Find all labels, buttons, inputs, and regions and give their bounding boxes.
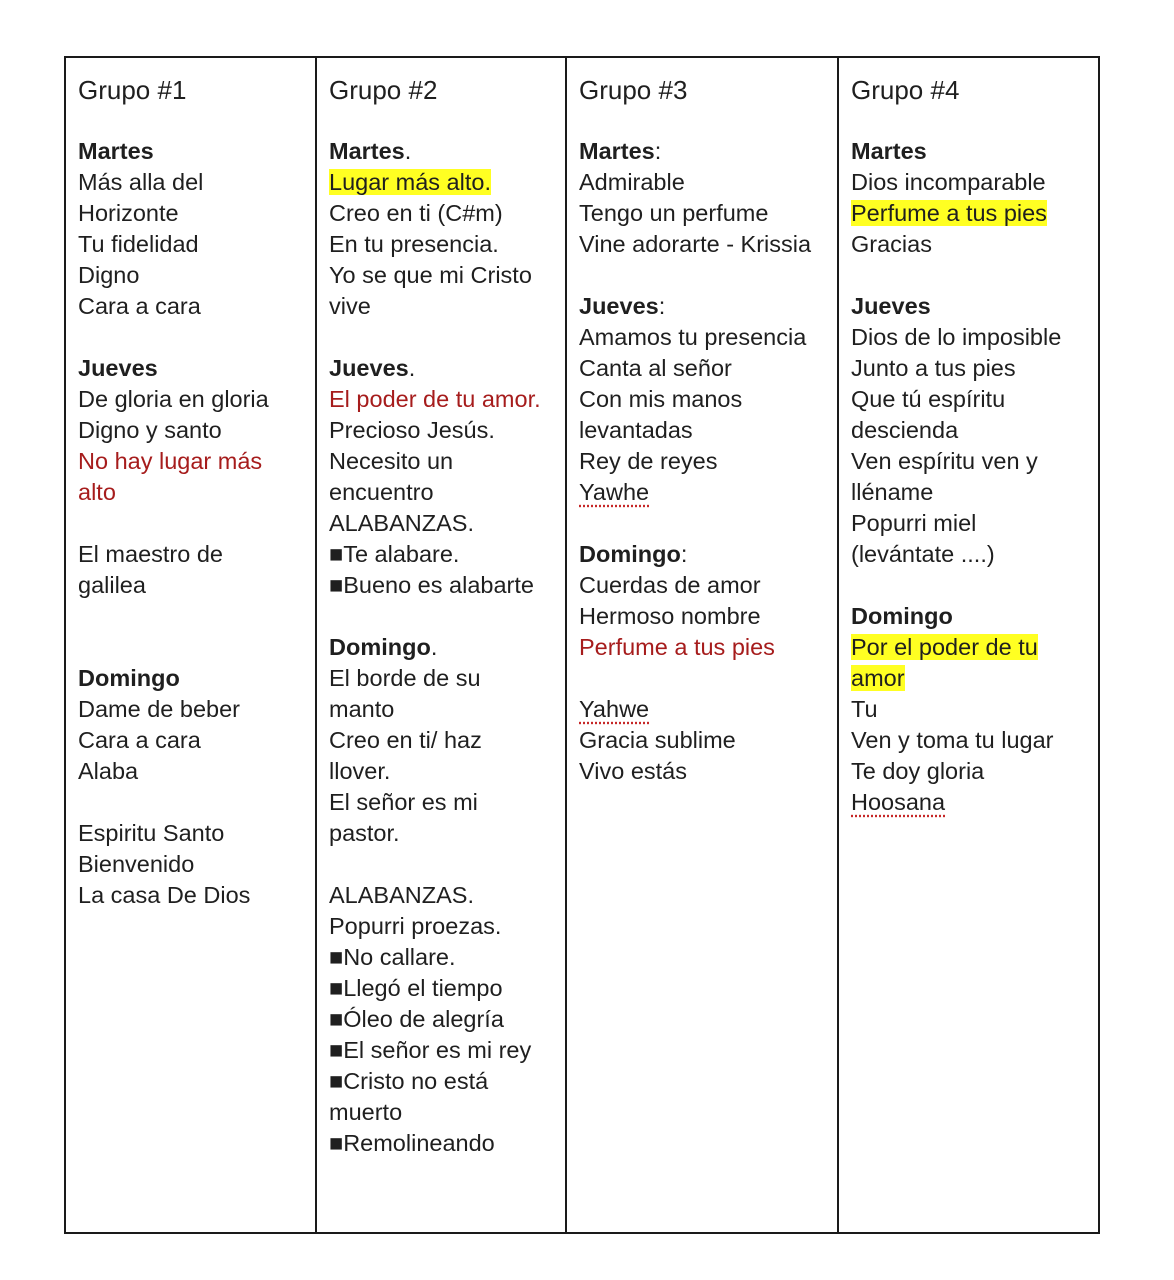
song-title: Creo en ti (C#m) <box>329 200 503 226</box>
song-item <box>579 167 829 198</box>
song-item <box>78 384 307 415</box>
song-item <box>329 291 557 322</box>
group-title: Grupo #3 <box>579 75 688 105</box>
song-item <box>78 229 307 260</box>
spacer <box>579 663 829 694</box>
song-item <box>579 694 829 725</box>
day-heading <box>329 136 557 167</box>
song-title: El poder de tu amor. <box>329 386 541 412</box>
song-title: Ven y toma tu lugar <box>851 727 1054 753</box>
song-title: pastor. <box>329 820 400 846</box>
song-item <box>329 508 557 539</box>
song-title: Perfume a tus pies <box>851 200 1047 226</box>
song-item <box>579 477 829 508</box>
song-item <box>329 756 557 787</box>
song-title: Por el poder de tu <box>851 634 1038 660</box>
song-title: Junto a tus pies <box>851 355 1016 381</box>
song-title: Creo en ti/ haz <box>329 727 482 753</box>
song-title: ■Bueno es alabarte <box>329 572 534 598</box>
day-suffix: : <box>658 293 666 319</box>
song-item <box>78 818 307 849</box>
song-title: Digno y santo <box>78 417 222 443</box>
day-label: Martes <box>579 138 655 164</box>
song-title: amor <box>851 665 905 691</box>
song-item <box>78 880 307 911</box>
day-label: Domingo <box>78 665 180 691</box>
song-item <box>851 415 1090 446</box>
song-title: No hay lugar más <box>78 448 263 474</box>
song-item <box>329 229 557 260</box>
song-title: Bienvenido <box>78 851 195 877</box>
song-item <box>329 167 557 198</box>
song-title: alto <box>78 479 116 505</box>
song-title: Dame de beber <box>78 696 240 722</box>
song-item <box>78 725 307 756</box>
spacer <box>851 260 1090 291</box>
song-item <box>851 198 1090 229</box>
song-item <box>78 849 307 880</box>
day-heading <box>851 291 1090 322</box>
song-item <box>329 1004 557 1035</box>
song-item <box>78 756 307 787</box>
song-title: Yahwe <box>579 696 650 722</box>
group-column-2 <box>317 58 567 1232</box>
song-item <box>329 477 557 508</box>
spacer <box>579 508 829 539</box>
day-label: Jueves <box>78 355 158 381</box>
song-title: ■No callare. <box>329 944 456 970</box>
song-title: Tengo un perfume <box>579 200 769 226</box>
song-title: Cara a cara <box>78 293 201 319</box>
song-item <box>78 539 307 570</box>
song-item <box>579 384 829 415</box>
song-title: Horizonte <box>78 200 179 226</box>
song-title: Gracia sublime <box>579 727 736 753</box>
song-title: ■Llegó el tiempo <box>329 975 503 1001</box>
group-column-3 <box>567 58 839 1232</box>
song-title: La casa De Dios <box>78 882 251 908</box>
song-item <box>329 1035 557 1066</box>
song-title: Cuerdas de amor <box>579 572 761 598</box>
day-label: Domingo <box>329 634 431 660</box>
day-suffix: : <box>654 138 662 164</box>
song-item <box>851 725 1090 756</box>
song-item <box>78 415 307 446</box>
song-title: manto <box>329 696 395 722</box>
day-label: Martes <box>329 138 405 164</box>
song-item <box>579 632 829 663</box>
day-label: Jueves <box>851 293 931 319</box>
day-suffix: : <box>680 541 688 567</box>
spacer <box>579 260 829 291</box>
song-item <box>851 756 1090 787</box>
song-title: Alaba <box>78 758 139 784</box>
song-item <box>851 384 1090 415</box>
song-title: Vine adorarte - Krissia <box>579 231 812 257</box>
song-item <box>851 787 1090 818</box>
song-title: Te doy gloria <box>851 758 985 784</box>
spacer <box>329 849 557 880</box>
song-item <box>329 694 557 725</box>
song-item <box>329 1097 557 1128</box>
song-item <box>851 322 1090 353</box>
song-item <box>329 570 557 601</box>
song-item <box>329 942 557 973</box>
group-title: Grupo #1 <box>78 75 187 105</box>
song-item <box>579 322 829 353</box>
spacer <box>78 508 307 539</box>
day-label: Domingo <box>851 603 953 629</box>
song-item <box>851 539 1090 570</box>
song-title: Dios de lo imposible <box>851 324 1062 350</box>
song-title: encuentro <box>329 479 434 505</box>
song-item <box>329 198 557 229</box>
song-title: ■Cristo no está <box>329 1068 489 1094</box>
song-item <box>329 539 557 570</box>
song-item <box>329 384 557 415</box>
song-title: levantadas <box>579 417 693 443</box>
song-item <box>851 353 1090 384</box>
song-title: galilea <box>78 572 146 598</box>
song-item <box>78 260 307 291</box>
song-title: Más alla del <box>78 169 204 195</box>
song-item <box>579 756 829 787</box>
song-item <box>329 663 557 694</box>
song-title: Yo se que mi Cristo <box>329 262 532 288</box>
song-title: Hoosana <box>851 789 946 815</box>
song-title: Digno <box>78 262 140 288</box>
song-title: Perfume a tus pies <box>579 634 775 660</box>
song-title: ALABANZAS. <box>329 882 474 908</box>
song-item <box>329 260 557 291</box>
song-title: El borde de su <box>329 665 481 691</box>
song-item <box>579 353 829 384</box>
song-title: Popurri miel <box>851 510 977 536</box>
song-title: ■Te alabare. <box>329 541 460 567</box>
day-suffix: . <box>408 355 416 381</box>
song-title: Ven espíritu ven y <box>851 448 1038 474</box>
song-title: ALABANZAS. <box>329 510 474 536</box>
song-title: Yawhe <box>579 479 650 505</box>
song-title: Amamos tu presencia <box>579 324 807 350</box>
song-title: El maestro de <box>78 541 223 567</box>
song-title: Precioso Jesús. <box>329 417 495 443</box>
day-label: Domingo <box>579 541 681 567</box>
song-item <box>329 880 557 911</box>
day-label: Jueves <box>579 293 659 319</box>
song-title: Vivo estás <box>579 758 687 784</box>
day-label: Martes <box>78 138 154 164</box>
song-title: descienda <box>851 417 959 443</box>
song-title: Popurri proezas. <box>329 913 502 939</box>
day-label: Jueves <box>329 355 409 381</box>
day-heading <box>851 136 1090 167</box>
song-item <box>329 446 557 477</box>
song-title: Canta al señor <box>579 355 732 381</box>
day-heading <box>579 539 829 570</box>
groups-table <box>64 56 1100 1234</box>
spacer <box>78 322 307 353</box>
song-title: llover. <box>329 758 391 784</box>
song-item <box>78 167 307 198</box>
song-item <box>78 477 307 508</box>
song-item <box>851 663 1090 694</box>
group-title: Grupo #2 <box>329 75 438 105</box>
song-item <box>78 291 307 322</box>
spacer <box>329 601 557 632</box>
spacer <box>78 632 307 663</box>
song-title: Lugar más alto. <box>329 169 491 195</box>
spacer <box>78 601 307 632</box>
song-title: ■Remolineando <box>329 1130 495 1156</box>
song-title: Necesito un <box>329 448 454 474</box>
group-title: Grupo #4 <box>851 75 960 105</box>
song-item <box>579 229 829 260</box>
song-title: Cara a cara <box>78 727 201 753</box>
day-heading <box>851 601 1090 632</box>
day-heading <box>329 632 557 663</box>
song-title: ■El señor es mi rey <box>329 1037 532 1063</box>
day-label: Martes <box>851 138 927 164</box>
song-item <box>78 198 307 229</box>
song-title: Dios incomparable <box>851 169 1046 195</box>
song-title: vive <box>329 293 371 319</box>
day-heading <box>78 353 307 384</box>
song-title: muerto <box>329 1099 403 1125</box>
day-heading <box>78 136 307 167</box>
song-title: En tu presencia. <box>329 231 499 257</box>
song-item <box>579 446 829 477</box>
song-item <box>78 446 307 477</box>
song-item <box>851 694 1090 725</box>
spacer <box>329 322 557 353</box>
song-item <box>78 570 307 601</box>
song-item <box>851 508 1090 539</box>
song-title: Rey de reyes <box>579 448 718 474</box>
song-item <box>329 725 557 756</box>
song-item <box>329 973 557 1004</box>
song-item <box>851 229 1090 260</box>
song-title: lléname <box>851 479 934 505</box>
song-item <box>329 787 557 818</box>
song-title: Con mis manos <box>579 386 743 412</box>
song-title: De gloria en gloria <box>78 386 269 412</box>
song-title: Tu fidelidad <box>78 231 199 257</box>
song-item <box>329 818 557 849</box>
song-item <box>851 167 1090 198</box>
day-suffix: . <box>430 634 438 660</box>
day-heading <box>579 291 829 322</box>
song-item <box>579 570 829 601</box>
song-item <box>851 446 1090 477</box>
song-item <box>579 198 829 229</box>
song-item <box>579 415 829 446</box>
song-title: Espiritu Santo <box>78 820 225 846</box>
spacer <box>851 570 1090 601</box>
song-title: Que tú espíritu <box>851 386 1006 412</box>
song-title: Gracias <box>851 231 932 257</box>
song-title: (levántate ....) <box>851 541 995 567</box>
group-column-1 <box>66 58 317 1232</box>
song-item <box>329 1066 557 1097</box>
song-item <box>329 1128 557 1159</box>
day-heading <box>579 136 829 167</box>
spacer <box>78 787 307 818</box>
song-item <box>329 911 557 942</box>
song-item <box>851 632 1090 663</box>
song-title: Hermoso nombre <box>579 603 761 629</box>
song-item <box>579 725 829 756</box>
song-title: ■Óleo de alegría <box>329 1006 504 1032</box>
song-item <box>329 415 557 446</box>
song-title: Tu <box>851 696 878 722</box>
day-suffix: . <box>404 138 412 164</box>
day-heading <box>78 663 307 694</box>
song-item <box>78 694 307 725</box>
day-heading <box>329 353 557 384</box>
group-column-4 <box>839 58 1098 1232</box>
song-item <box>579 601 829 632</box>
song-item <box>851 477 1090 508</box>
song-title: Admirable <box>579 169 685 195</box>
song-title: El señor es mi <box>329 789 478 815</box>
